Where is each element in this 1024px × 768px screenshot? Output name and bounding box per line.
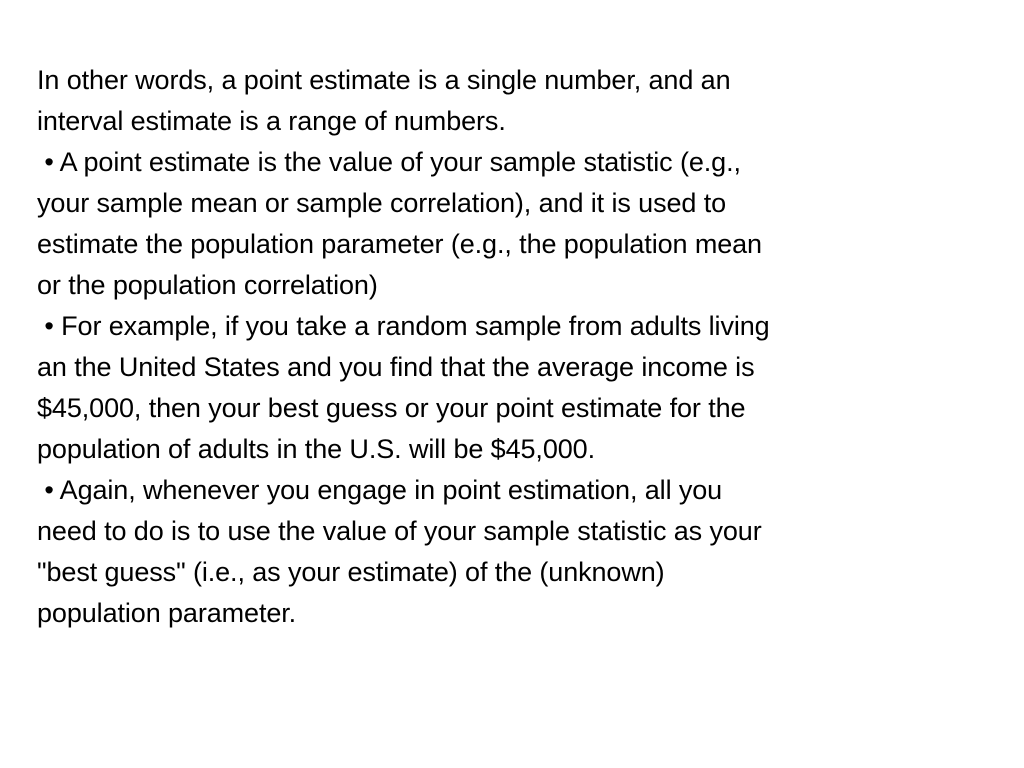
- text-line: or the population correlation): [37, 270, 378, 300]
- text-line: need to do is to use the value of your sample statistic as your: [37, 516, 762, 546]
- text-line: your sample mean or sample correlation), and it is used to: [37, 188, 727, 218]
- text-line: estimate the population parameter (e.g., the population mean: [37, 229, 762, 259]
- text-line: population of adults in the U.S. will be $45,000.: [37, 434, 595, 464]
- text-line: "best guess" (i.e., as your estimate) of the (unknown): [37, 557, 665, 587]
- body-text: [37, 60, 997, 634]
- bullet-line: • For example, if you take a random sample from adults living: [37, 311, 770, 341]
- text-line: $45,000, then your best guess or your point estimate for the: [37, 393, 746, 423]
- bullet-line: • Again, whenever you engage in point estimation, all you: [37, 475, 723, 505]
- text-line: In other words, a point estimate is a single number, and an: [37, 65, 731, 95]
- text-line: interval estimate is a range of numbers.: [37, 106, 506, 136]
- text-line: population parameter.: [37, 598, 297, 628]
- text-line: an the United States and you find that the average income is: [37, 352, 755, 382]
- bullet-line: • A point estimate is the value of your sample statistic (e.g.,: [37, 147, 741, 177]
